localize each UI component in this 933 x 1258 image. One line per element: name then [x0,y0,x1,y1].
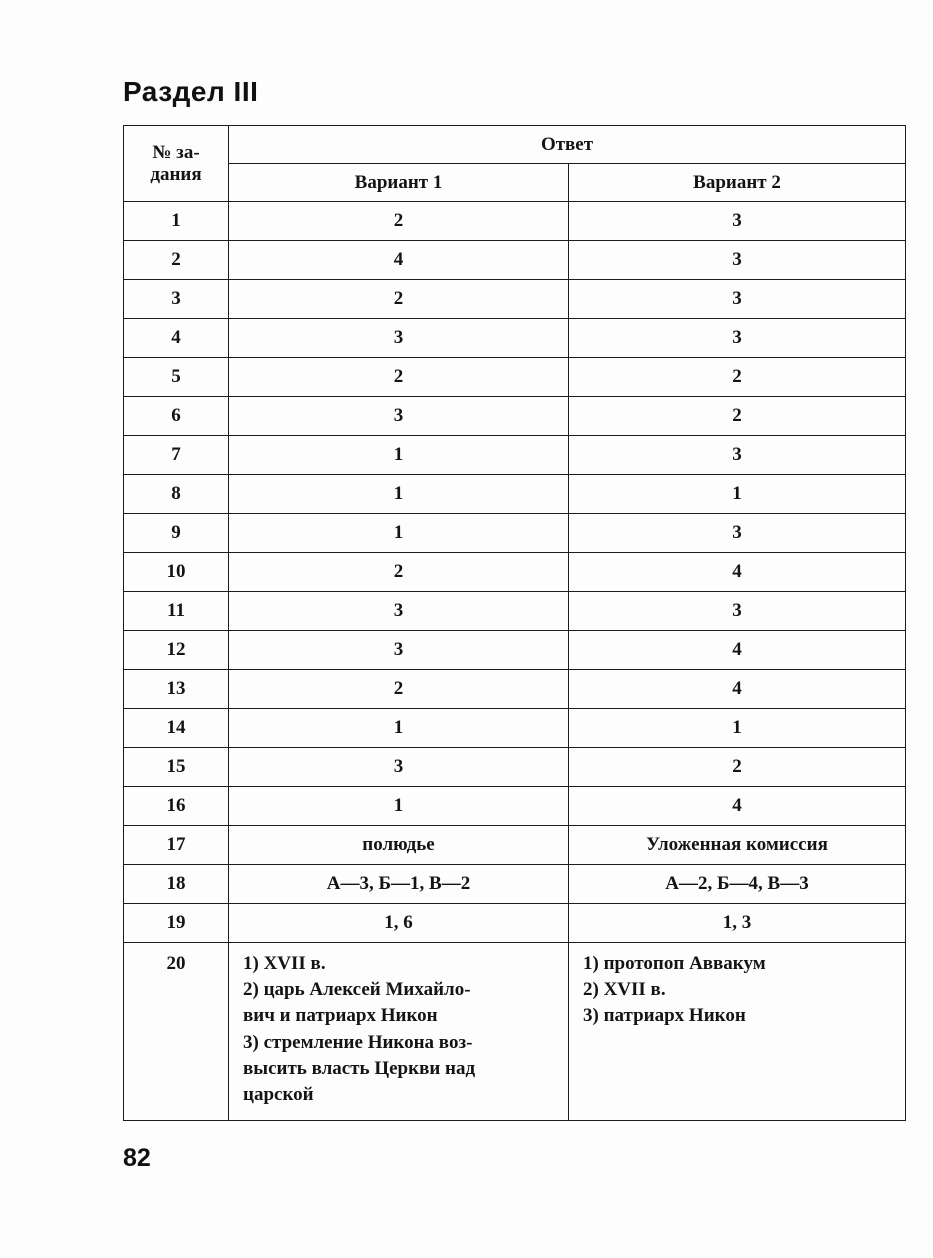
table-row [124,397,906,436]
variant2-answer: А—2, Б—4, В—3 [569,865,906,904]
variant2-column-header: Вариант 2 [569,164,906,202]
task-number: 5 [124,358,229,397]
task-number: 9 [124,514,229,553]
task-number: 12 [124,631,229,670]
variant2-answer: 4 [569,631,906,670]
task-number: 14 [124,709,229,748]
task-number: 19 [124,904,229,943]
variant1-answer: 1 [229,475,569,514]
table-row [124,280,906,319]
task-number: 6 [124,397,229,436]
table-row [124,436,906,475]
variant1-answer: 2 [229,280,569,319]
variant1-answer: 1 [229,436,569,475]
table-row [124,826,906,865]
table-row [124,475,906,514]
variant2-answer: 2 [569,358,906,397]
table-row [124,358,906,397]
variant1-answer: 3 [229,592,569,631]
variant2-answer: 3 [569,514,906,553]
table-row [124,904,906,943]
variant2-answer: Уложенная комиссия [569,826,906,865]
task-number: 17 [124,826,229,865]
task-number: 15 [124,748,229,787]
variant1-answer: 1 [229,514,569,553]
variant2-answer: 1, 3 [569,904,906,943]
variant1-answer: 2 [229,553,569,592]
variant2-answer: 3 [569,592,906,631]
variant1-answer: 1) XVII в. 2) царь Алексей Михайло- вич и патриарх Никон 3) стремление Никона воз- высить власть Церкви над царской [229,943,569,1121]
variant1-answer: А—3, Б—1, В—2 [229,865,569,904]
variant2-answer: 4 [569,787,906,826]
task-number: 4 [124,319,229,358]
table-row [124,592,906,631]
table-row [124,709,906,748]
variant2-answer: 3 [569,241,906,280]
table-row [124,241,906,280]
variant1-answer: 1 [229,787,569,826]
variant1-answer: 1 [229,709,569,748]
header-row-top [124,126,906,164]
task-number: 1 [124,202,229,241]
variant1-answer: 3 [229,748,569,787]
table-row [124,670,906,709]
task-number: 18 [124,865,229,904]
table-row [124,514,906,553]
variant1-answer: 2 [229,358,569,397]
table-row [124,202,906,241]
section-title: Раздел III [123,76,259,107]
header-row-variants [124,164,906,202]
variant2-answer: 2 [569,397,906,436]
answers-table-body [124,202,906,1121]
variant2-answer: 3 [569,319,906,358]
task-number: 2 [124,241,229,280]
variant1-answer: 3 [229,631,569,670]
answer-column-header: Ответ [229,126,906,164]
task-number: 7 [124,436,229,475]
variant2-answer: 1) протопоп Аввакум 2) XVII в. 3) патриарх Никон [569,943,906,1121]
table-row [124,748,906,787]
table-row [124,943,906,1121]
variant2-answer: 3 [569,202,906,241]
answers-table-header [124,126,906,202]
task-column-header: № за- дания [124,126,229,202]
variant2-answer: 1 [569,475,906,514]
page-content [123,76,907,1121]
variant1-answer: 2 [229,202,569,241]
task-number: 11 [124,592,229,631]
task-number: 16 [124,787,229,826]
task-number: 10 [124,553,229,592]
task-number: 20 [124,943,229,1121]
page-number: 82 [123,1144,151,1172]
variant2-answer: 3 [569,436,906,475]
table-row [124,319,906,358]
variant2-answer: 4 [569,670,906,709]
task-number: 8 [124,475,229,514]
answers-table [123,125,906,1121]
variant1-answer: 2 [229,670,569,709]
variant1-answer: 1, 6 [229,904,569,943]
table-row [124,631,906,670]
variant2-answer: 4 [569,553,906,592]
variant1-answer: 3 [229,319,569,358]
table-row [124,865,906,904]
task-number: 13 [124,670,229,709]
task-number: 3 [124,280,229,319]
variant2-answer: 1 [569,709,906,748]
variant1-answer: 4 [229,241,569,280]
variant2-answer: 2 [569,748,906,787]
variant1-column-header: Вариант 1 [229,164,569,202]
table-row [124,553,906,592]
table-row [124,787,906,826]
variant1-answer: 3 [229,397,569,436]
variant1-answer: полюдье [229,826,569,865]
variant2-answer: 3 [569,280,906,319]
